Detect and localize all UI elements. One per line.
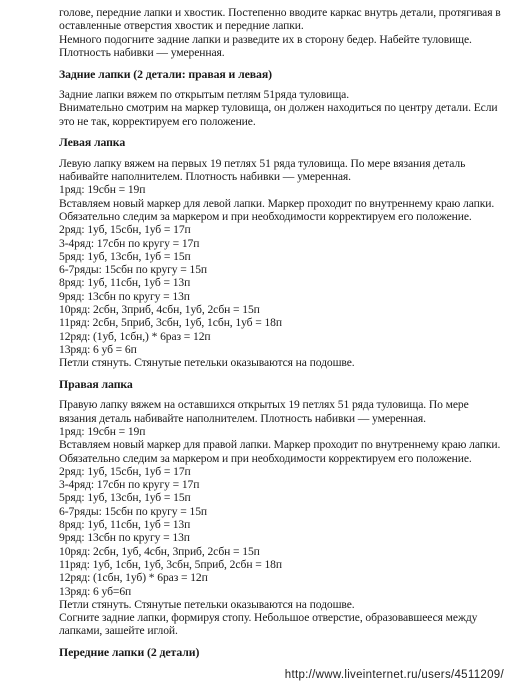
row-instruction: 3-4ряд: 17сбн по кругу = 17п <box>59 478 200 492</box>
section-heading-hind-legs: Задние лапки (2 детали: правая и левая) <box>59 66 272 81</box>
body-line: Внимательно смотрим на маркер туловища, он должен находиться по центру детали. Если <box>59 101 498 115</box>
row-instruction: 13ряд: 6 уб = 6п <box>59 342 137 356</box>
body-line: Петли стянуть. Стянутые петельки оказываются на подошве. <box>59 356 355 370</box>
row-instruction: 12ряд: (1уб, 1сбн,) * 6раз = 12п <box>59 329 211 343</box>
intro-line: голове, передние лапки и хвостик. Постепенно вводите каркас внутрь детали, протягивая в <box>59 6 501 19</box>
body-line: лапками, зашейте иглой. <box>59 624 178 638</box>
footer-url[interactable]: http://www.liveinternet.ru/users/4511209/ <box>284 668 504 681</box>
body-line: Вставляем новый маркер для левой лапки. Маркер проходит по внутреннему краю лапки. <box>59 196 495 210</box>
row-instruction: 8ряд: 1уб, 11сбн, 1уб = 13п <box>59 518 191 531</box>
row-instruction: 5ряд: 1уб, 13сбн, 1уб = 15п <box>59 491 191 505</box>
row-instruction: 12ряд: (1сбн, 1уб) * 6раз = 12п <box>59 571 208 585</box>
row-instruction: 6-7ряды: 15сбн по кругу = 15п <box>59 504 208 518</box>
body-line: Обязательно следим за маркером и при необходимости корректируем его положение. <box>59 209 472 223</box>
intro-line: Плотность набивки — умеренная. <box>59 45 225 59</box>
row-instruction: 11ряд: 1уб, 1сбн, 1уб, 3сбн, 5приб, 2сбн = 18п <box>59 557 282 571</box>
body-line: вязания деталь набивайте наполнителем. Плотность набивки — умеренная. <box>59 411 426 425</box>
body-line: Вставляем новый маркер для правой лапки. Маркер проходит по внутреннему краю лапки. <box>59 438 501 452</box>
row-instruction: 8ряд: 1уб, 11сбн, 1уб = 13п <box>59 276 191 290</box>
intro-line: Немного подогните задние лапки и разведите их в сторону бедер. Набейте туловище. <box>59 32 472 46</box>
section-heading-left-leg: Левая лапка <box>59 135 126 150</box>
body-line: Обязательно следим за маркером и при необходимости корректируем его положение. <box>59 451 472 465</box>
body-line: это не так, корректируем его положение. <box>59 114 256 128</box>
row-instruction: 5ряд: 1уб, 13сбн, 1уб = 15п <box>59 249 191 263</box>
row-instruction: 11ряд: 2сбн, 5приб, 3сбн, 1уб, 1сбн, 1уб = 18п <box>59 316 282 330</box>
body-line: Согните задние лапки, формируя стопу. Небольшое отверстие, образовавшееся между <box>59 611 478 625</box>
body-line: Петли стянуть. Стянутые петельки оказываются на подошве. <box>59 597 355 611</box>
intro-line: оставленные отверстия хвостик и передние лапки. <box>59 19 304 33</box>
row-instruction: 10ряд: 2сбн, 1уб, 4сбн, 3приб, 2сбн = 15п <box>59 544 260 558</box>
row-instruction: 9ряд: 13сбн по кругу = 13п <box>59 531 190 545</box>
row-instruction: 1ряд: 19сбн = 19п <box>59 183 146 197</box>
body-line: Левую лапку вяжем на первых 19 петлях 51 ряда туловища. По мере вязания деталь <box>59 156 466 170</box>
row-instruction: 9ряд: 13сбн по кругу = 13п <box>59 289 190 303</box>
row-instruction: 2ряд: 1уб, 15сбн, 1уб = 17п <box>59 223 191 237</box>
row-instruction: 1ряд: 19сбн = 19п <box>59 424 146 438</box>
row-instruction: 2ряд: 1уб, 15сбн, 1уб = 17п <box>59 464 191 478</box>
row-instruction: 10ряд: 2сбн, 3приб, 4сбн, 1уб, 2сбн = 15п <box>59 303 260 316</box>
body-line: Задние лапки вяжем по открытым петлям 51ряда туловища. <box>59 88 350 101</box>
section-heading-right-leg: Правая лапка <box>59 377 133 391</box>
row-instruction: 6-7ряды: 15сбн по кругу = 15п <box>59 263 208 277</box>
body-line: набивайте наполнителем. Плотность набивки — умеренная. <box>59 170 351 183</box>
body-line: Правую лапку вяжем на оставшихся открытых 19 петлях 51 ряда туловища. По мере <box>59 398 469 412</box>
row-instruction: 13ряд: 6 уб=6п <box>59 584 132 598</box>
row-instruction: 3-4ряд: 17сбн по кругу = 17п <box>59 236 200 250</box>
section-heading-front-legs: Передние лапки (2 детали) <box>59 645 200 660</box>
